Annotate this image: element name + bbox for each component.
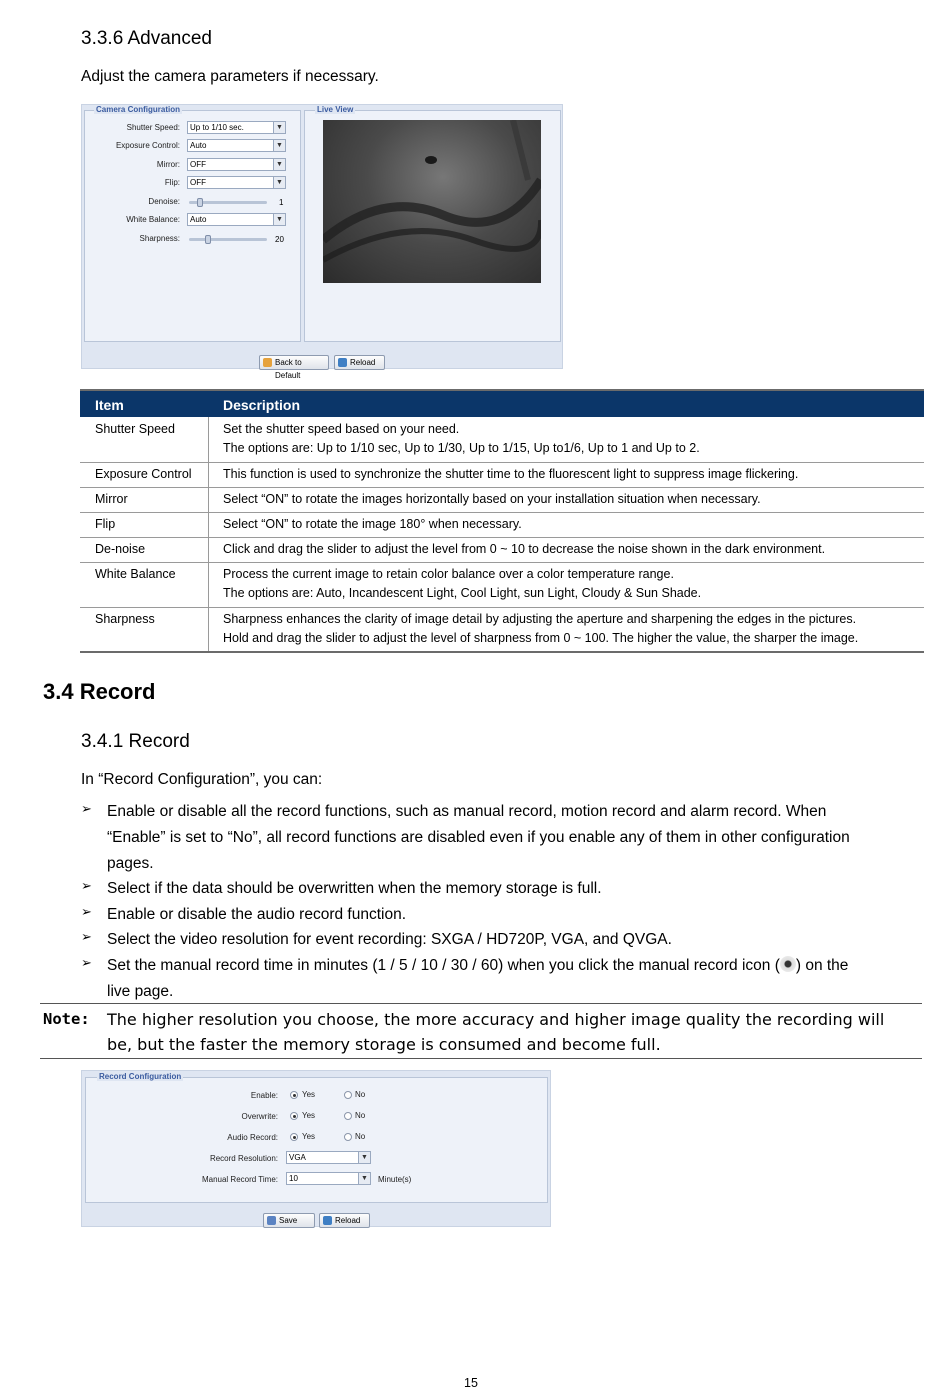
manual-record-time-select[interactable] [286, 1172, 371, 1185]
bullet-text: ) on the [795, 957, 849, 974]
audio-no-label: No [355, 1132, 366, 1141]
table-row-divider [80, 462, 924, 463]
sharpness-slider-handle[interactable] [205, 235, 211, 244]
enable-yes-radio[interactable] [290, 1091, 298, 1099]
back-to-default-label: Back to Default [275, 358, 302, 380]
table-row-item: De-noise [95, 542, 146, 556]
shutter-speed-select[interactable] [187, 121, 286, 134]
enable-yes-label: Yes [302, 1090, 316, 1099]
save-label: Save [279, 1216, 298, 1225]
table-row-divider [80, 487, 924, 488]
bullet-arrow-icon: ➢ [81, 801, 92, 816]
record-resolution-select[interactable] [286, 1151, 371, 1164]
mirror-value: OFF [190, 160, 206, 169]
header-description: Description [223, 397, 301, 413]
chevron-down-icon: ▼ [273, 177, 285, 188]
reload-button[interactable] [334, 355, 385, 370]
bullet-item: Enable or disable all the record functions, such as manual record, motion record and alarm record. When [107, 803, 827, 820]
exposure-control-label: Exposure Control: [115, 141, 180, 150]
table-bottom-rule [80, 651, 924, 653]
bullet-item: pages. [107, 855, 154, 872]
mirror-label: Mirror: [156, 160, 180, 169]
bullet-arrow-icon: ➢ [81, 878, 92, 893]
note-bottom-rule [40, 1058, 922, 1059]
bullet-item: live page. [107, 983, 174, 1000]
live-view-scene [323, 120, 541, 283]
note-label: Note: [43, 1010, 90, 1028]
overwrite-no-radio[interactable] [344, 1112, 352, 1120]
table-row-desc: Process the current image to retain color balance over a color temperature range. [223, 567, 674, 581]
enable-label: Enable: [250, 1091, 278, 1100]
table-row-item: Mirror [95, 492, 128, 506]
audio-no-radio[interactable] [344, 1133, 352, 1141]
table-row-desc: The options are: Auto, Incandescent Light, Cool Light, sun Light, Cloudy & Sun Shade. [223, 586, 702, 600]
header-item: Item [95, 397, 124, 413]
enable-no-label: No [355, 1090, 366, 1099]
live-view-image [323, 120, 541, 283]
page-number: 15 [464, 1376, 478, 1390]
note-top-rule [40, 1003, 922, 1004]
table-row-desc: Select “ON” to rotate the images horizontally based on your installation situation when necessary. [223, 492, 761, 506]
table-row-desc: Set the shutter speed based on your need. [223, 422, 460, 436]
bullet-arrow-icon: ➢ [81, 904, 92, 919]
chevron-down-icon: ▼ [273, 159, 285, 170]
flip-select[interactable] [187, 176, 286, 189]
record-resolution-label: Record Resolution: [209, 1154, 278, 1163]
camera-config-legend: Camera Configuration [96, 105, 181, 114]
audio-yes-label: Yes [302, 1132, 316, 1141]
live-view-legend: Live View [317, 105, 354, 114]
flip-label: Flip: [164, 178, 180, 187]
table-row-item: Shutter Speed [95, 422, 175, 436]
record-config-screenshot [81, 1070, 551, 1227]
reload-label: Reload [350, 358, 376, 367]
table-row-divider [80, 512, 924, 513]
reload-icon [338, 358, 347, 367]
camera-config-screenshot [81, 104, 563, 380]
white-balance-value: Auto [190, 215, 207, 224]
bullet-item: Enable or disable the audio record function. [107, 906, 407, 923]
mirror-select[interactable] [187, 158, 286, 171]
table-row-desc: Sharpness enhances the clarity of image detail by adjusting the aperture and sharpening the edges in the pictures. [223, 612, 857, 626]
bullet-item [107, 953, 848, 979]
table-row-divider [80, 562, 924, 563]
overwrite-yes-radio[interactable] [290, 1112, 298, 1120]
overwrite-label: Overwrite: [241, 1112, 278, 1121]
table-row-item: Flip [95, 517, 116, 531]
note-text: The higher resolution you choose, the more accuracy and higher image quality the recording will [107, 1010, 885, 1029]
shutter-speed-label: Shutter Speed: [126, 123, 180, 132]
manual-record-time-label: Manual Record Time: [201, 1175, 278, 1184]
record-intro: In “Record Configuration”, you can: [81, 771, 323, 788]
chevron-down-icon: ▼ [273, 214, 285, 225]
reload-icon [323, 1216, 332, 1225]
overwrite-no-label: No [355, 1111, 366, 1120]
table-row-desc: Hold and drag the slider to adjust the level of sharpness from 0 ~ 100. The higher the value, the sharper the image. [223, 631, 859, 645]
denoise-slider-handle[interactable] [197, 198, 203, 207]
bullet-arrow-icon: ➢ [81, 955, 92, 970]
table-column-divider [208, 417, 209, 652]
table-row-desc: This function is used to synchronize the shutter time to the fluorescent light to suppress image flickering. [223, 467, 799, 481]
table-row-divider [80, 607, 924, 608]
sharpness-value: 20 [275, 235, 284, 244]
table-row-desc: Click and drag the slider to adjust the level from 0 ~ 10 to decrease the noise shown in the dark environment. [223, 542, 826, 556]
save-button[interactable] [263, 1213, 315, 1228]
section-heading-record: 3.4 Record [43, 679, 156, 704]
bullet-item: “Enable” is set to “No”, all record functions are disabled even if you enable any of them in other configuration [107, 829, 850, 846]
audio-record-label: Audio Record: [227, 1133, 278, 1142]
white-balance-label: White Balance: [126, 215, 180, 224]
shutter-speed-value: Up to 1/10 sec. [190, 123, 244, 132]
reset-icon [263, 358, 272, 367]
table-row-divider [80, 537, 924, 538]
manual-record-icon [780, 956, 796, 972]
record-resolution-value: VGA [289, 1153, 306, 1162]
note-text: be, but the faster the memory storage is consumed and become full. [107, 1035, 661, 1054]
bullet-item: Select if the data should be overwritten when the memory storage is full. [107, 880, 602, 897]
enable-no-radio[interactable] [344, 1091, 352, 1099]
bullet-item: Select the video resolution for event recording: SXGA / HD720P, VGA, and QVGA. [107, 931, 672, 948]
table-row-item: Exposure Control [95, 467, 192, 481]
record-config-legend: Record Configuration [99, 1072, 182, 1081]
reload-label: Reload [335, 1216, 361, 1225]
chevron-down-icon: ▼ [273, 140, 285, 151]
overwrite-yes-label: Yes [302, 1111, 316, 1120]
denoise-label: Denoise: [148, 197, 180, 206]
bullet-arrow-icon: ➢ [81, 929, 92, 944]
exposure-control-select[interactable] [187, 139, 286, 152]
back-to-default-button[interactable] [259, 355, 329, 380]
table-row-item: Sharpness [95, 612, 155, 626]
save-icon [267, 1216, 276, 1225]
table-row-desc: Select “ON” to rotate the image 180° when necessary. [223, 517, 522, 531]
chevron-down-icon: ▼ [358, 1173, 370, 1184]
advanced-intro: Adjust the camera parameters if necessary. [81, 68, 379, 85]
minutes-unit: Minute(s) [378, 1175, 412, 1184]
white-balance-select[interactable] [187, 213, 286, 226]
chevron-down-icon: ▼ [358, 1152, 370, 1163]
manual-record-time-value: 10 [289, 1174, 298, 1183]
table-row-desc: The options are: Up to 1/10 sec, Up to 1/30, Up to 1/15, Up to1/6, Up to 1 and Up to 2. [223, 441, 700, 455]
sharpness-label: Sharpness: [139, 234, 180, 243]
subsection-heading-record: 3.4.1 Record [81, 731, 190, 752]
denoise-value: 1 [279, 198, 284, 207]
audio-yes-radio[interactable] [290, 1133, 298, 1141]
table-header [80, 391, 924, 417]
reload-button[interactable] [319, 1213, 370, 1228]
exposure-control-value: Auto [190, 141, 207, 150]
bullet-text: Set the manual record time in minutes (1 / 5 / 10 / 30 / 60) when you click the manual record icon ( [107, 957, 780, 974]
sharpness-slider-track[interactable] [189, 238, 267, 241]
section-heading-advanced: 3.3.6 Advanced [81, 28, 212, 49]
table-row-item: White Balance [95, 567, 176, 581]
flip-value: OFF [190, 178, 206, 187]
chevron-down-icon: ▼ [273, 122, 285, 133]
